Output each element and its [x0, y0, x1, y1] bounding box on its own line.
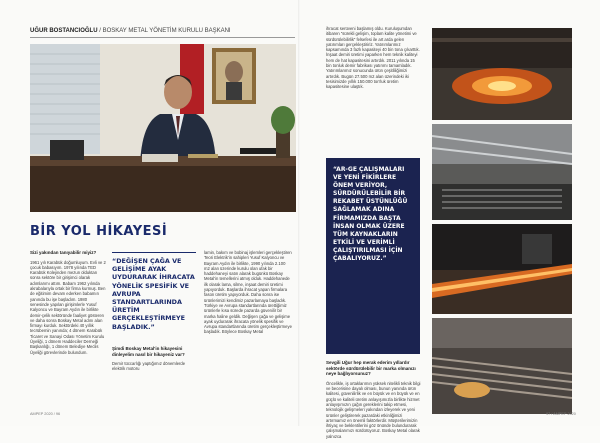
answer-1: 1961 yılı Karabük doğumluyum. Evli ve 2 çocuk babasıyım. 1978 yılında TED Karabük Kolejinden mezun olduktan sonra sektöre bir girişimci olarak adımlarımı attım. Babam 1962 yılında akrabalarıyla ortak bir firma kurmuş. Ben de eğitimim devam ederken babamın yanında bu işe başladım. 1980 senesinde yapılan girişimlerle Yusuf Kalyoncu ve Bayram Aydın ile birlikte demir-çelik sektöründe faaliyet gösteren ve daha sonra Boskay Metal adını alan firmayı kurduk. Sektördeki 40 yıllık tecrübemin yanında; 4 dönem Karabük Ticaret ve Sanayi Odası Yönetim Kurulu Üyeliği, 1 dönem Haddeciler Derneği Başkanlığı, 1 dönem Belediye Meclis Üyeliği görevlerinde bulundum.: [30, 259, 106, 355]
portrait-photo: [30, 44, 296, 212]
question-3: Sevgili Uğur hep merak ederim yıllardır sektörde sürdürülebilir bir marka olmanızı neye bağlıyorsunuz?: [326, 360, 416, 377]
rolling-mill-image: [432, 224, 572, 314]
column-4: [326, 26, 420, 94]
answer-2-cont: lamin, bakım ve bobinaj işlemleri gerçekleştiren Teori Elektrik'in sahipleri Yusuf Kalyoncu ve Bayram Aydın ile birlikte, 1990 yılında 2.100 m2 alan üzerinde kurulu olan ufak bir haddehaneyi satın alarak bugünkü Boskay Metal'in temellerini atmış olduk. Haddehanede ilk olarak lama, silme, inşaat demiri üretimi yapıyorduk. Başlarda ihracat yapan firmalara fason üretim yapıyorduk. Daha sonra ise ürünlerimizi kendimiz pazarlamaya başladık. Türkiye ve Avrupa standartlarında ürettiğimiz ürünlerle kısa sürede pazarda güvenilir bir marka haline geldik. Değişen çağa ve gelişime ayak uydurarak ihracata yönelik spesifik ve Avrupa standartlarında üretim gerçekleştirmeye başladık. Böylece Boskay Metal: [204, 250, 292, 335]
pull-quote-left: “DEĞİŞEN ÇAĞA VE GELİŞİME AYAK UYDURARAK İHRACATA YÖNELİK SPESİFİK VE AVRUPA STANDARTLARINDA ÜRETİM GERÇEKLEŞTİRMEYE BAŞLADIK.”: [112, 252, 196, 331]
pull-quote-box: [326, 158, 420, 354]
left-page: [0, 0, 300, 426]
factory-photo-4: [432, 318, 572, 414]
steel-mill-image: [432, 28, 572, 120]
question-2: Şimdi Boskay Metal'in hikayesini dinleyelim nasıl bir hikayeniz var?: [112, 346, 185, 357]
column-2: [112, 346, 196, 376]
column-3: [204, 250, 292, 339]
column-1: [30, 250, 106, 359]
byline-name: UĞUR BOSTANCIOĞLU: [30, 28, 98, 34]
factory-photos: [432, 28, 572, 418]
office-portrait-illustration: [30, 44, 296, 212]
article-headline: BİR YOL HİKAYESİ: [30, 224, 168, 239]
byline-rule: [30, 37, 295, 38]
byline: [30, 28, 231, 34]
right-page: [300, 0, 600, 439]
column-5: [326, 360, 422, 443]
factory-photo-1: [432, 28, 572, 120]
pull-quote-right: “AR-GE ÇALIŞMALARI VE YENİ FİKİRLERE ÖNEM VERİYOR, SÜRDÜRÜLEBİLİR BİR REKABET ÜSTÜNLÜĞÜ SAĞLAMAK ADINA FİRMAMIZDA BAŞTA İNSAN OLMAK ÜZERE TÜM KAYNAKLARIN ETKİLİ VE VERİMLİ ÇALIŞTIRILMASI İÇİN ÇABALIYORUZ.”: [333, 166, 408, 263]
factory-photo-3: [432, 224, 572, 314]
answer-2-end: ihracat serüveni başlamış oldu. Kuruluşumdan itibaren “sürekli gelişim, toplam kalite yönetimi ve sürdürülebilirlik” felsefesi ile art arda gelen yatırımları gerçekleştiririz. Yatırımlarımız kapsamında 3 fazlı kapasiteyi 40 bin tona çıkarttık. İnşaat demiri üretimi yaparken hem teknik kaliteyi hem de hat kapasitesini artırdık. 2011 yılında 15 bin tonluk demir fabrikası yatırımı tamamladık. Yatırımlarımız sonucunda ürün çeşitliliğimizi artırdık. Bugün 27.500 m2 alan üzerindeki iki tesisimizde yıllık 150.000 ton'luk üretim kapasitesine ulaştık.: [326, 26, 420, 90]
answer-2-start: Demir tüccarlığı yaptığımız dönemlerde elektrik motoru: [112, 361, 186, 372]
byline-title: / BOSKAY METAL YÖNETİM KURULU BAŞKANI: [97, 28, 231, 34]
answer-3: Öncelikle, iş ortaklarımın yüksek nitelikli teknik bilgi ve becerisine dayalı olması, bunun yanında ürün kalitesi, güvenilirlik ve en büyük ve en büyük ve en güçlü ve kaliteli üretim anlayışımızla birlikte hizmet anlayışımızın çağın gereklerini takip etmesi, teknolojik gelişmeleri yakından izleyerek ve yeni ürünler geliştirerek pazardaki etkinliğimizi artırmamız en önemli faktörlerdir. Müşterilerimizin ihtiyaç ve beklentilerini göz önünde bulundurarak çalışmalarımızı sürdürüyoruz. Boskay Metal olarak yalnızca: [326, 380, 421, 439]
folio-left: AMPEP 2020 / 96: [30, 412, 61, 416]
question-1: Sizi yakından tanıyabilir miyiz?: [30, 250, 97, 255]
factory-photo-2: [432, 124, 572, 220]
steel-bars-image: [432, 318, 572, 414]
folio-right: 97 / AMPEP 2020: [546, 412, 576, 416]
factory-hall-image: [432, 124, 572, 220]
